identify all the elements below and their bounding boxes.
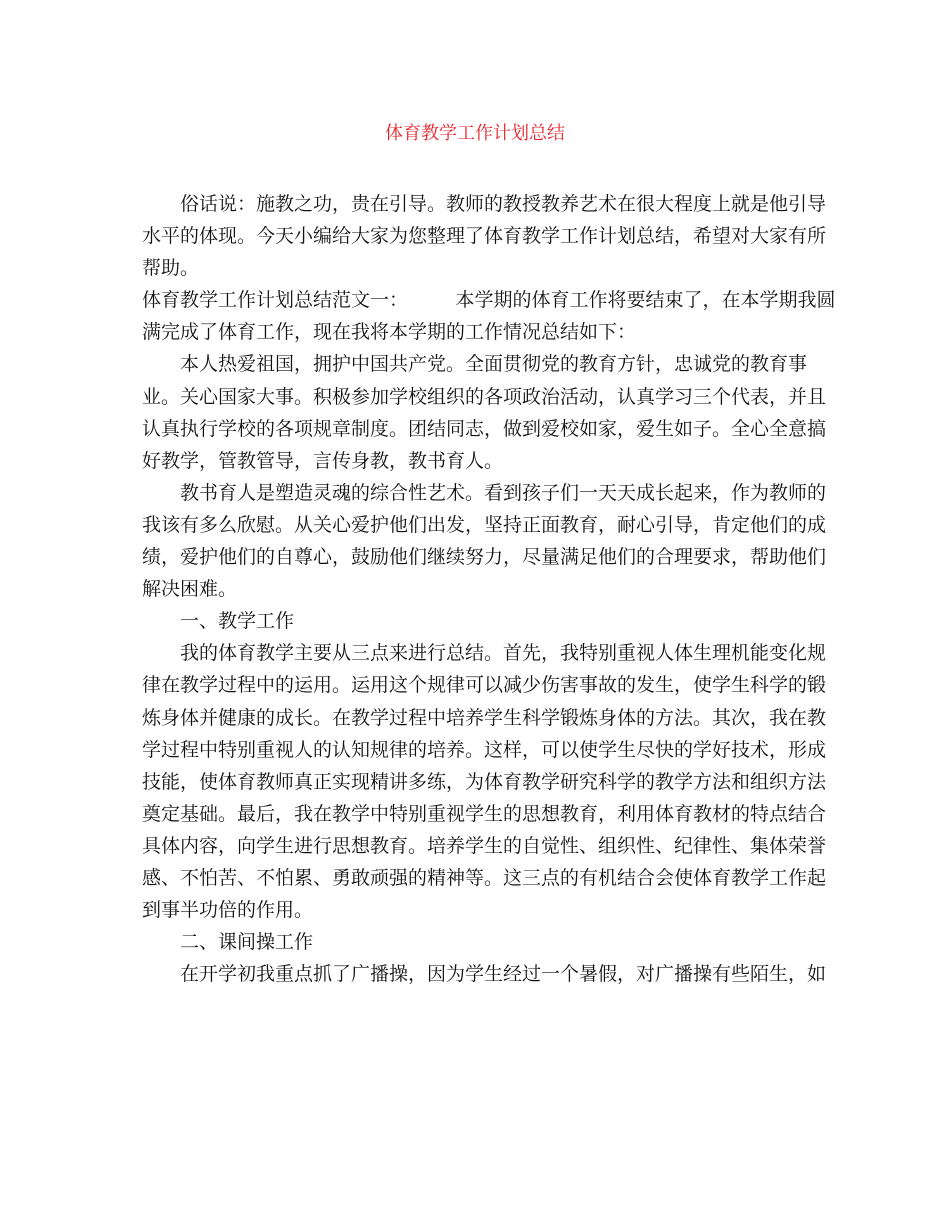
text-line: 我的体育教学主要从三点来进行总结。首先，我特别重视人体生理机能变化规: [180, 642, 827, 665]
text-line: 帮助。: [142, 257, 200, 280]
document-body: [142, 188, 836, 990]
text-line: 本人热爱祖国，拥护中国共产党。全面贯彻党的教育方针，忠诚党的教育事: [180, 353, 808, 376]
text-line: 认真执行学校的各项规章制度。团结同志，做到爱校如家，爱生如子。全心全意搞: [142, 417, 827, 440]
text-line: 二、课间操工作: [180, 931, 314, 954]
text-line: 在开学初我重点抓了广播操，因为学生经过一个暑假，对广播操有些陌生，如: [180, 963, 827, 986]
text-line: 俗话说：施教之功，贵在引导。教师的教授教养艺术在很大程度上就是他引导: [180, 193, 827, 215]
text-line: 教书育人是塑造灵魂的综合性艺术。看到孩子们一天天成长起来，作为教师的: [180, 481, 827, 504]
text-line: 绩，爱护他们的自尊心，鼓励他们继续努力，尽量满足他们的合理要求，帮助他们: [142, 546, 827, 569]
text-line: 满完成了体育工作，现在我将本学期的工作情况总结如下：: [142, 321, 637, 344]
text-line: 好教学，管教管导，言传身教，教书育人。: [142, 449, 504, 472]
text-line: 律在教学过程中的运用。运用这个规律可以减少伤害事故的发生，使学生科学的锻: [142, 674, 827, 697]
text-line: 感、不怕苦、不怕累、勇敢顽强的精神等。这三点的有机结合会使体育教学工作起: [142, 866, 827, 889]
text-line: 水平的体现。今天小编给大家为您整理了体育教学工作计划总结，希望对大家有所: [142, 225, 827, 248]
text-line: 体育教学工作计划总结范文一： 本学期的体育工作将要结束了，在本学期我圆: [142, 289, 836, 312]
text-line: 解决困难。: [142, 578, 238, 601]
document-title: 体育教学工作计划总结: [385, 123, 565, 144]
text-line: 业。关心国家大事。积极参加学校组织的各项政治活动，认真学习三个代表，并且: [142, 385, 827, 408]
text-line: 炼身体并健康的成长。在教学过程中培养学生科学锻炼身体的方法。其次，我在教: [142, 706, 827, 729]
text-line: 到事半功倍的作用。: [142, 899, 314, 922]
text-line: 具体内容，向学生进行思想教育。培养学生的自觉性、组织性、纪律性、集体荣誉: [142, 834, 827, 857]
text-line: 我该有多么欣慰。从关心爱护他们出发，坚持正面教育，耐心引导，肯定他们的成: [142, 513, 827, 536]
text-line: 技能，使体育教师真正实现精讲多练，为体育教学研究科学的教学方法和组织方法: [142, 770, 827, 793]
text-line: 奠定基础。最后，我在教学中特别重视学生的思想教育，利用体育教材的特点结合: [142, 802, 827, 825]
text-line: 学过程中特别重视人的认知规律的培养。这样，可以使学生尽快的学好技术，形成: [142, 738, 827, 761]
text-line: 一、教学工作: [180, 610, 295, 633]
